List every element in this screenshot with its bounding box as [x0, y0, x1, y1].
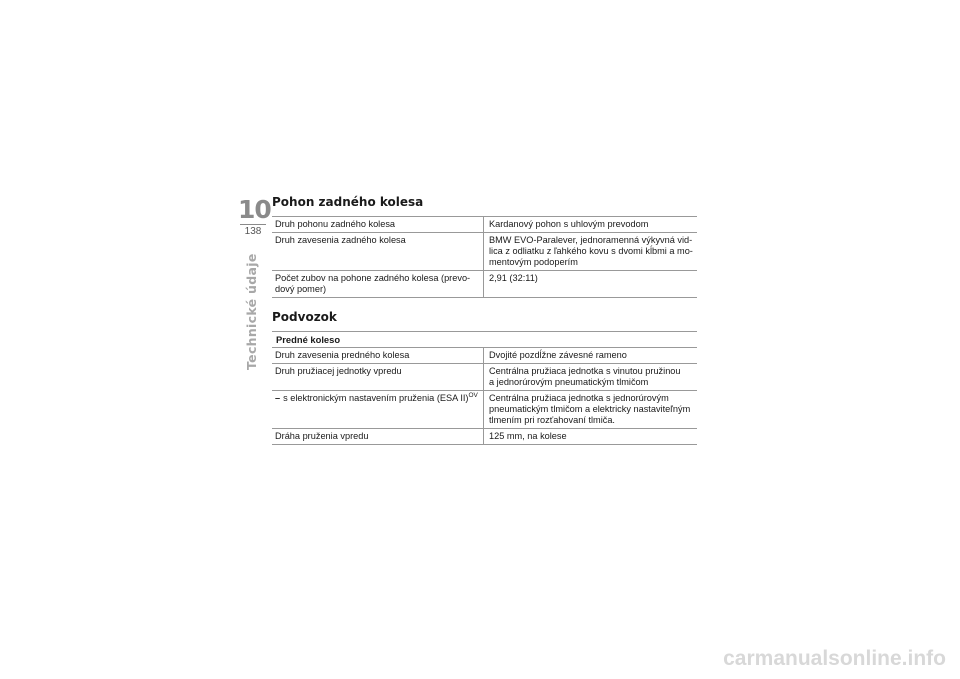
- dash-marker: –: [275, 393, 281, 403]
- spec-label: Druh pružiacej jednotky vpredu: [272, 364, 484, 391]
- spec-value: 125 mm, na kolese: [484, 429, 698, 445]
- table-row: [272, 429, 697, 445]
- section-title-chassis: Podvozok: [272, 310, 337, 324]
- page-number: 138: [244, 226, 262, 237]
- table-row: [272, 271, 697, 298]
- table-row: [272, 364, 697, 391]
- table-row: [272, 233, 697, 271]
- section-title-rear-wheel-drive: Pohon zadného kolesa: [272, 195, 424, 209]
- chapter-number: 10: [238, 195, 271, 224]
- spec-label: Druh pohonu zadného kolesa: [272, 217, 484, 233]
- table-row: [272, 217, 697, 233]
- spec-label: Druh zavesenia predného kolesa: [272, 348, 484, 364]
- chapter-divider: [240, 224, 266, 225]
- page-content: [272, 193, 697, 445]
- chapter-side-label: Technické údaje: [244, 253, 259, 370]
- spec-value: Kardanový pohon s uhlovým prevodom: [484, 217, 698, 233]
- option-superscript: OV: [468, 392, 478, 399]
- table-row: [272, 348, 697, 364]
- spec-label: Počet zubov na pohone zadného kolesa (prevo-dový pomer): [272, 271, 484, 298]
- table-row: [272, 391, 697, 429]
- spec-label: Dráha pruženia vpredu: [272, 429, 484, 445]
- spec-value-line: a jednorúrovým pneumatickým tlmičom: [489, 377, 649, 387]
- table-subheader: [272, 332, 697, 348]
- subheader-front-wheel: Predné koleso: [272, 332, 697, 348]
- spec-label: Druh zavesenia zadného kolesa: [272, 233, 484, 271]
- spec-value: [484, 364, 698, 391]
- spec-value: 2,91 (32:11): [484, 271, 698, 298]
- spec-value: Dvojité pozdĺžne závesné rameno: [484, 348, 698, 364]
- spec-value: Centrálna pružiaca jednotka s jednorúrovým pneumatickým tlmičom a elektricky nastaviteľným tlmením pri rozťahovaní tlmiča.: [484, 391, 698, 429]
- rear-wheel-drive-table: [272, 216, 697, 298]
- watermark: carmanualsonline.info: [723, 647, 946, 670]
- spec-value: BMW EVO-Paralever, jednoramenná výkyvná vid-lica z odliatku z ľahkého kovu s dvomi kĺbmi a mo-mentovým podoperím: [484, 233, 698, 271]
- spec-label-text: s elektronickým nastavením pruženia (ESA II): [283, 393, 469, 403]
- spec-label: [272, 391, 484, 429]
- spec-value-line: Centrálna pružiaca jednotka s vinutou pružinou: [489, 366, 681, 376]
- chassis-table: [272, 331, 697, 445]
